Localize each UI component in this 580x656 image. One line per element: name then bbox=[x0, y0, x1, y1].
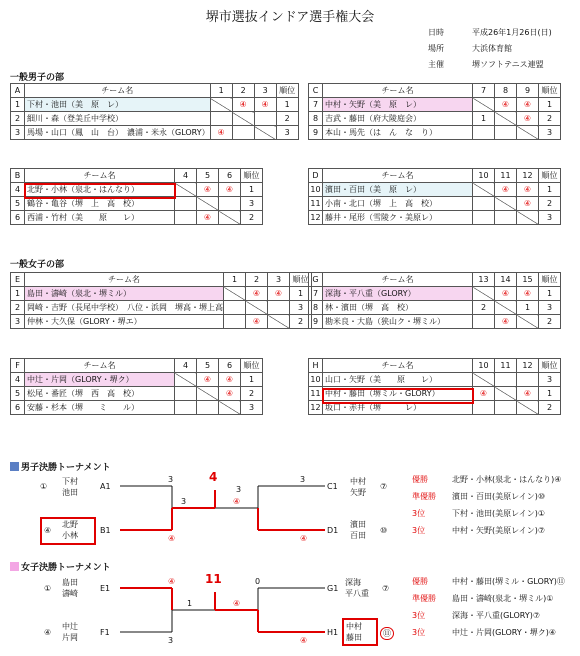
women-slot-e: E1 bbox=[100, 584, 111, 593]
men-slot-d: D1 bbox=[327, 526, 339, 535]
team-name: 岡崎・吉野（長尾中学校） 八位・浜岡 堺高・堺上高 bbox=[25, 301, 224, 315]
match-result: ④ bbox=[232, 98, 254, 112]
rank-cell: 2 bbox=[241, 387, 263, 401]
team-name: 北野・小林（泉北・はんなり） bbox=[25, 183, 175, 197]
match-col-header: 5 bbox=[197, 359, 219, 373]
team-number: 1 bbox=[11, 98, 25, 112]
women-team-f: 中辻 片岡 bbox=[62, 622, 78, 642]
page-title: 堺市選抜インドア選手権大会 bbox=[205, 10, 375, 25]
info-label-host: 主催 bbox=[428, 60, 444, 69]
group-letter: C bbox=[309, 84, 323, 98]
team-name: 吉武・藤田（府大陵庭会） bbox=[323, 112, 473, 126]
team-header: チーム名 bbox=[25, 169, 175, 183]
match-col-header: 14 bbox=[495, 273, 517, 287]
match-col-header: 10 bbox=[473, 359, 495, 373]
info-host: 堺ソフトテニス連盟 bbox=[472, 60, 544, 69]
match-result: ④ bbox=[254, 98, 276, 112]
rank-header: 順位 bbox=[539, 273, 561, 287]
team-name: 小南・北口（堺 上 高 校） bbox=[323, 197, 473, 211]
rank-cell: 3 bbox=[539, 301, 561, 315]
rank-cell: 3 bbox=[241, 197, 263, 211]
women-bracket-winner bbox=[120, 588, 325, 632]
match-col-header: 4 bbox=[175, 359, 197, 373]
team-name: 山口・矢野（美 原 レ） bbox=[323, 373, 473, 387]
match-col-header: 12 bbox=[517, 359, 539, 373]
team-number: 3 bbox=[11, 126, 25, 140]
team-number: 3 bbox=[11, 315, 25, 329]
match-result: ④ bbox=[517, 112, 539, 126]
match-col-header: 12 bbox=[517, 169, 539, 183]
rank-cell: 2 bbox=[539, 112, 561, 126]
match-result: ④ bbox=[495, 98, 517, 112]
team-name: 西浦・竹村（美 原 レ） bbox=[25, 211, 175, 225]
rank-header: 順位 bbox=[241, 359, 263, 373]
team-name: 安藤・杉本（堺 ミ ル） bbox=[25, 401, 175, 415]
men-team-b: 北野 小林 bbox=[62, 520, 78, 540]
rank-cell: 2 bbox=[241, 211, 263, 225]
match-result: ④ bbox=[246, 315, 268, 329]
team-number: 8 bbox=[309, 112, 323, 126]
rank-cell: 1 bbox=[290, 287, 312, 301]
women-final-score: 11 bbox=[205, 572, 222, 586]
result-team: 中村・矢野(美原レイン)⑦ bbox=[452, 526, 546, 535]
women-slot-g: G1 bbox=[327, 584, 339, 593]
rank-cell: 2 bbox=[539, 315, 561, 329]
men-slot-b: B1 bbox=[100, 526, 111, 535]
team-header: チーム名 bbox=[25, 273, 224, 287]
rank-cell: 2 bbox=[539, 197, 561, 211]
team-name: 鶴谷・亀谷（堺 上 高 校） bbox=[25, 197, 175, 211]
rank-cell: 2 bbox=[276, 112, 298, 126]
women-semi-score-right: ④ bbox=[233, 599, 241, 608]
match-col-header: 13 bbox=[473, 273, 495, 287]
group-letter: D bbox=[309, 169, 323, 183]
match-col-header: 5 bbox=[197, 169, 219, 183]
men-semi-score-1: 3 bbox=[181, 497, 187, 506]
result-row bbox=[412, 627, 556, 638]
match-col-header: 2 bbox=[246, 273, 268, 287]
group-letter: B bbox=[11, 169, 25, 183]
match-result: ④ bbox=[473, 387, 495, 401]
team-name: 坂口・赤井（堺 レ） bbox=[323, 401, 473, 415]
rank-cell: 1 bbox=[539, 387, 561, 401]
match-col-header: 1 bbox=[224, 273, 246, 287]
rank-cell: 1 bbox=[539, 287, 561, 301]
team-number: 10 bbox=[309, 373, 323, 387]
rank-cell: 2 bbox=[290, 315, 312, 329]
team-header: チーム名 bbox=[323, 359, 473, 373]
match-result: ④ bbox=[246, 287, 268, 301]
men-final-score: 4 bbox=[209, 470, 218, 484]
team-number: 1 bbox=[11, 287, 25, 301]
result-team: 深海・平八重(GLORY)⑦ bbox=[452, 611, 541, 620]
team-name: 中村・藤田（堺ミル・GLORY） bbox=[323, 387, 473, 401]
match-col-header: 3 bbox=[254, 84, 276, 98]
match-col-header: 6 bbox=[219, 359, 241, 373]
men-seed-a: ① bbox=[40, 482, 48, 491]
match-col-header: 3 bbox=[268, 273, 290, 287]
match-result: ④ bbox=[219, 387, 241, 401]
result-rank: 準優勝 bbox=[412, 594, 436, 603]
rank-header: 順位 bbox=[290, 273, 312, 287]
team-number: 11 bbox=[309, 387, 323, 401]
team-name: 濱田・百田（美 原 レ） bbox=[323, 183, 473, 197]
men-section-title: 一般男子の部 bbox=[10, 73, 65, 83]
result-rank: 3位 bbox=[412, 628, 426, 637]
men-score-c: 3 bbox=[300, 475, 306, 484]
rank-header: 順位 bbox=[539, 169, 561, 183]
result-team: 下村・池田(美原レイン)① bbox=[452, 509, 546, 518]
team-number: 9 bbox=[309, 315, 323, 329]
match-result: ④ bbox=[495, 315, 517, 329]
group-letter: G bbox=[309, 273, 323, 287]
team-name: 本山・馬先（は ん な り） bbox=[323, 126, 473, 140]
group-letter: A bbox=[11, 84, 25, 98]
rank-cell: 1 bbox=[539, 183, 561, 197]
match-result: 2 bbox=[473, 301, 495, 315]
women-score-h: ④ bbox=[300, 636, 308, 645]
women-score-e: ④ bbox=[168, 577, 176, 586]
result-team: 北野・小林(泉北・はんなり)④ bbox=[452, 475, 562, 484]
team-name: 下村・池田（美 原 レ） bbox=[25, 98, 211, 112]
women-section-title: 一般女子の部 bbox=[10, 260, 65, 270]
rank-cell: 1 bbox=[276, 98, 298, 112]
women-semi-score-left: 1 bbox=[187, 599, 193, 608]
rank-header: 順位 bbox=[539, 84, 561, 98]
match-col-header: 7 bbox=[473, 84, 495, 98]
result-row bbox=[412, 491, 545, 502]
result-row bbox=[412, 610, 540, 621]
men-seed-d: ⑩ bbox=[380, 526, 388, 535]
result-team: 島田・濤崎(泉北・堺ミル)① bbox=[452, 594, 554, 603]
rank-cell: 3 bbox=[539, 373, 561, 387]
men-score-a: 3 bbox=[168, 475, 174, 484]
team-number: 8 bbox=[309, 301, 323, 315]
match-result: ④ bbox=[495, 287, 517, 301]
match-result: 1 bbox=[517, 301, 539, 315]
result-team: 中辻・片岡(GLORY・堺ク)④ bbox=[452, 628, 557, 637]
rank-cell: 3 bbox=[241, 401, 263, 415]
team-header: チーム名 bbox=[323, 169, 473, 183]
group-letter: E bbox=[11, 273, 25, 287]
women-score-f: 3 bbox=[168, 636, 174, 645]
result-row bbox=[412, 525, 545, 536]
men-slot-a: A1 bbox=[100, 482, 111, 491]
women-slot-f: F1 bbox=[100, 628, 110, 637]
match-col-header: 15 bbox=[517, 273, 539, 287]
match-result: ④ bbox=[495, 183, 517, 197]
match-col-header: 9 bbox=[517, 84, 539, 98]
men-semi-score-3: 3 bbox=[236, 485, 242, 494]
men-tournament-label: 男子決勝トーナメント bbox=[21, 463, 111, 473]
women-team-g: 深海 平八重 bbox=[345, 578, 369, 598]
match-result: ④ bbox=[517, 98, 539, 112]
team-header: チーム名 bbox=[323, 273, 473, 287]
result-row bbox=[412, 508, 545, 519]
group-letter: F bbox=[11, 359, 25, 373]
match-result: ④ bbox=[517, 197, 539, 211]
team-name: 林・濱田（堺 高 校） bbox=[323, 301, 473, 315]
team-number: 10 bbox=[309, 183, 323, 197]
team-number: 9 bbox=[309, 126, 323, 140]
men-seed-c: ⑦ bbox=[380, 482, 388, 491]
match-result: ④ bbox=[210, 126, 232, 140]
team-number: 4 bbox=[11, 183, 25, 197]
team-name: 深海・平八重（GLORY） bbox=[323, 287, 473, 301]
team-name: 中辻・片岡（GLORY・堺ク） bbox=[25, 373, 175, 387]
men-seed-b: ④ bbox=[44, 526, 52, 535]
match-result: ④ bbox=[268, 287, 290, 301]
team-number: 7 bbox=[309, 287, 323, 301]
men-bracket bbox=[120, 486, 325, 508]
group-letter: H bbox=[309, 359, 323, 373]
result-rank: 優勝 bbox=[412, 577, 428, 586]
team-name: 細川・森（登美丘中学校） bbox=[25, 112, 211, 126]
rank-cell: 3 bbox=[276, 126, 298, 140]
rank-header: 順位 bbox=[241, 169, 263, 183]
team-name: 中村・矢野（美 原 レ） bbox=[323, 98, 473, 112]
result-rank: 準優勝 bbox=[412, 492, 436, 501]
women-seed-e: ① bbox=[44, 584, 52, 593]
match-result: ④ bbox=[517, 287, 539, 301]
match-result: ④ bbox=[219, 183, 241, 197]
info-label-venue: 場所 bbox=[428, 44, 444, 53]
men-semi-score-2: ④ bbox=[233, 497, 241, 506]
match-result: ④ bbox=[517, 387, 539, 401]
result-team: 中村・藤田(堺ミル・GLORY)⑪ bbox=[452, 577, 565, 586]
team-header: チーム名 bbox=[25, 359, 175, 373]
women-seed-h: ⑪ bbox=[380, 627, 394, 640]
team-number: 5 bbox=[11, 387, 25, 401]
team-number: 7 bbox=[309, 98, 323, 112]
match-col-header: 2 bbox=[232, 84, 254, 98]
match-result: 1 bbox=[473, 112, 495, 126]
women-slot-h: H1 bbox=[327, 628, 339, 637]
rank-cell: 3 bbox=[539, 211, 561, 225]
men-team-c: 中村 矢野 bbox=[350, 477, 366, 497]
women-seed-f: ④ bbox=[44, 628, 52, 637]
men-bracket-winner bbox=[120, 490, 325, 530]
team-name: 馬場・山口（鳳 山 台） 濃浦・米永（GLORY） bbox=[25, 126, 211, 140]
result-team: 濱田・百田(美原レイン)⑩ bbox=[452, 492, 546, 501]
match-col-header: 10 bbox=[473, 169, 495, 183]
match-result: ④ bbox=[197, 183, 219, 197]
men-team-d: 濱田 百田 bbox=[350, 520, 366, 540]
team-number: 2 bbox=[11, 112, 25, 126]
men-score-b: ④ bbox=[168, 534, 176, 543]
match-col-header: 11 bbox=[495, 359, 517, 373]
match-result: ④ bbox=[197, 373, 219, 387]
result-row bbox=[412, 474, 561, 485]
rank-cell: 3 bbox=[539, 126, 561, 140]
match-result: ④ bbox=[219, 373, 241, 387]
match-col-header: 8 bbox=[495, 84, 517, 98]
match-col-header: 1 bbox=[210, 84, 232, 98]
team-header: チーム名 bbox=[323, 84, 473, 98]
team-number: 12 bbox=[309, 211, 323, 225]
women-tournament-label: 女子決勝トーナメント bbox=[21, 563, 111, 573]
result-row bbox=[412, 576, 565, 587]
team-name: 勘米良・大島（狭山ク・堺ミル） bbox=[323, 315, 473, 329]
team-name: 藤井・尾形（雪陵ク・美原レ） bbox=[323, 211, 473, 225]
team-name: 松尾・番匠（堺 西 高 校） bbox=[25, 387, 175, 401]
team-name: 仲林・大久保（GLORY・堺エ） bbox=[25, 315, 224, 329]
result-rank: 優勝 bbox=[412, 475, 428, 484]
info-venue: 大浜体育館 bbox=[472, 44, 512, 53]
rank-cell: 1 bbox=[539, 98, 561, 112]
team-name: 島田・濤崎（泉北・堺ミル） bbox=[25, 287, 224, 301]
team-number: 6 bbox=[11, 211, 25, 225]
info-label-date: 日時 bbox=[428, 28, 444, 37]
match-result: ④ bbox=[197, 211, 219, 225]
team-number: 6 bbox=[11, 401, 25, 415]
match-col-header: 6 bbox=[219, 169, 241, 183]
result-rank: 3位 bbox=[412, 509, 426, 518]
rank-header: 順位 bbox=[276, 84, 298, 98]
team-number: 11 bbox=[309, 197, 323, 211]
info-date: 平成26年1月26日(日) bbox=[472, 28, 552, 37]
rank-cell: 3 bbox=[290, 301, 312, 315]
women-team-e: 島田 濤崎 bbox=[62, 578, 78, 598]
women-score-g: 0 bbox=[255, 577, 261, 586]
result-rank: 3位 bbox=[412, 526, 426, 535]
match-result: ④ bbox=[517, 183, 539, 197]
result-row bbox=[412, 593, 553, 604]
women-team-h: 中村 藤田 bbox=[346, 622, 362, 642]
men-team-a: 下村 池田 bbox=[62, 477, 78, 497]
rank-cell: 1 bbox=[241, 373, 263, 387]
team-number: 12 bbox=[309, 401, 323, 415]
rank-header: 順位 bbox=[539, 359, 561, 373]
match-col-header: 11 bbox=[495, 169, 517, 183]
rank-cell: 1 bbox=[241, 183, 263, 197]
team-number: 4 bbox=[11, 373, 25, 387]
team-header: チーム名 bbox=[25, 84, 211, 98]
men-slot-c: C1 bbox=[327, 482, 338, 491]
team-number: 5 bbox=[11, 197, 25, 211]
result-rank: 3位 bbox=[412, 611, 426, 620]
women-seed-g: ⑦ bbox=[382, 584, 390, 593]
team-number: 2 bbox=[11, 301, 25, 315]
match-col-header: 4 bbox=[175, 169, 197, 183]
men-score-d: ④ bbox=[300, 534, 308, 543]
rank-cell: 2 bbox=[539, 401, 561, 415]
